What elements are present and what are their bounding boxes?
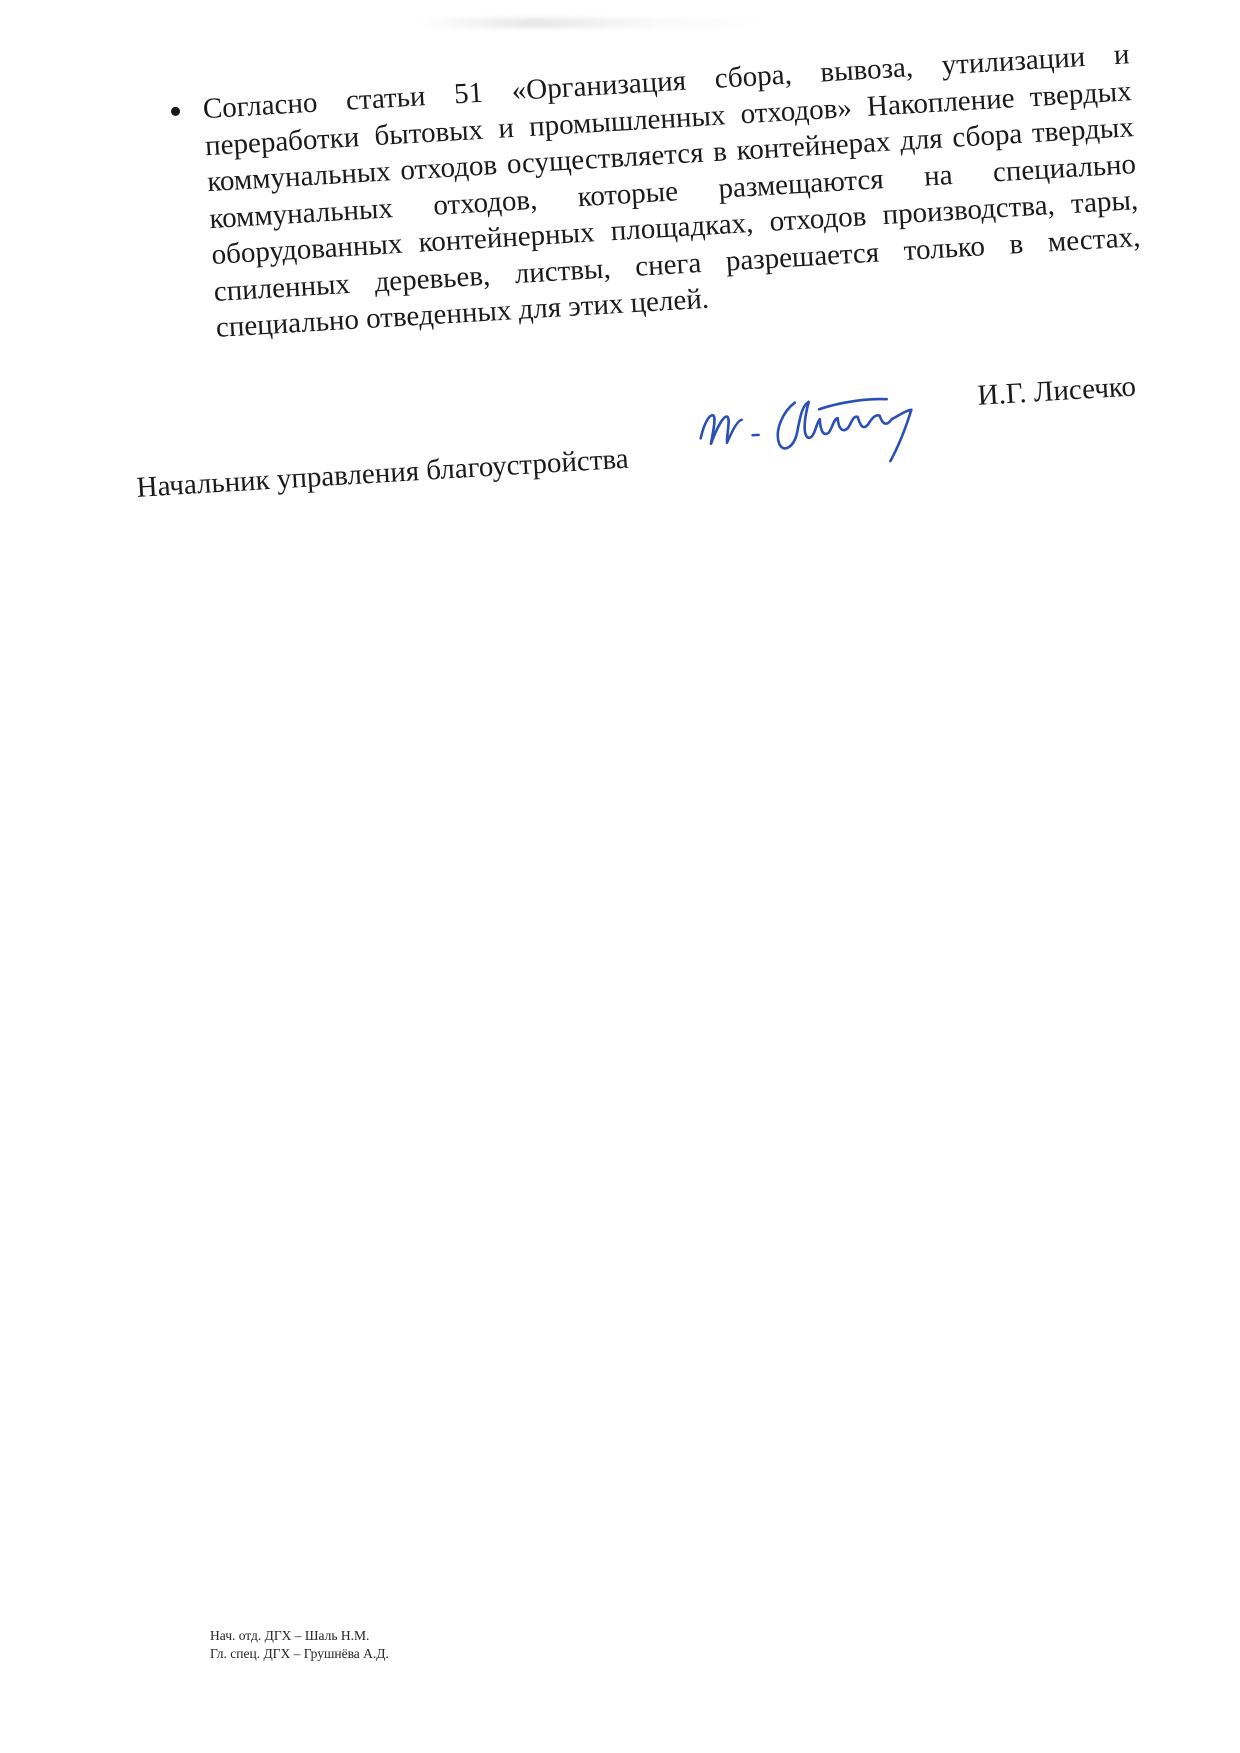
handwritten-signature — [690, 372, 945, 477]
bullet-paragraph: Согласно статьи 51 «Организация сбора, вывоза, утилизации и переработки бытовых и промышленных отходов» Накопление твердых коммунальных отходов осуществляется в контейнерах для сбора твердых коммунальных отходов, которые размещаются на специально оборудованных контейнерных площадках, отходов производства, тары, спиленных деревьев, листвы, снега разрешается только в местах, специально отведенных для этих целей. — [202, 38, 1142, 344]
scan-artifact — [420, 18, 760, 28]
signature-block — [132, 350, 1147, 520]
bullet-list-item — [140, 36, 1143, 350]
signer-name: И.Г. Лисечко — [976, 370, 1137, 412]
footer-line-2: Гл. спец. ДГХ – Грушнёва А.Д. — [210, 1646, 389, 1661]
signer-position: Начальник управления благоустройства — [135, 442, 630, 504]
body-text-block — [140, 36, 1143, 350]
footer-notes — [210, 1627, 389, 1663]
bullet-icon — [171, 107, 181, 117]
footer-line-1: Нач. отд. ДГХ – Шаль Н.М. — [210, 1628, 370, 1643]
